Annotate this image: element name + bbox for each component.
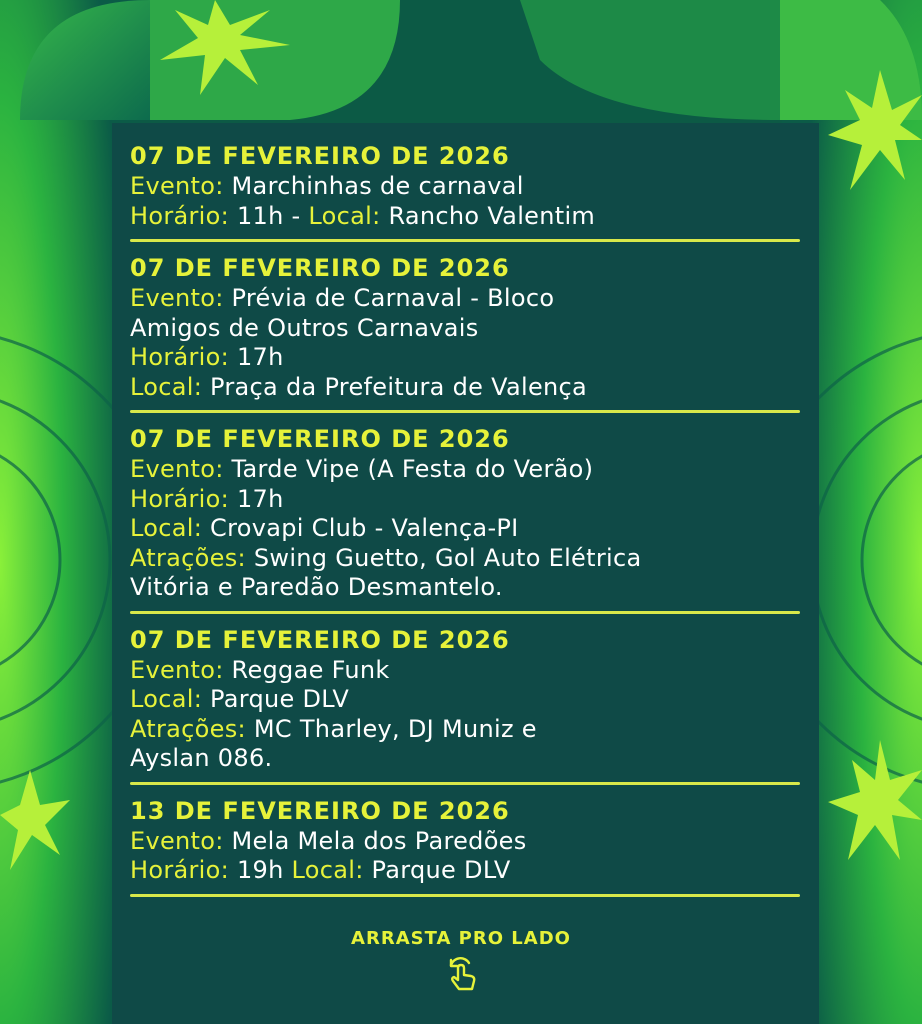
event-block xyxy=(130,624,800,785)
field-value: Ayslan 086. xyxy=(130,744,273,772)
field-value: Prévia de Carnaval - Bloco xyxy=(223,284,555,312)
divider xyxy=(130,410,800,413)
field-label: Evento: xyxy=(130,284,224,312)
event-detail-line xyxy=(130,284,800,314)
field-value: 17h xyxy=(229,484,284,513)
field-label: Atrações: xyxy=(130,714,246,743)
field-value: Tarde Vipe (A Festa do Verão) xyxy=(223,455,594,483)
divider xyxy=(130,239,800,242)
event-block xyxy=(130,252,800,413)
field-value: Mela Mela dos Paredões xyxy=(223,826,527,855)
event-block xyxy=(130,423,800,614)
field-label: Local: xyxy=(130,685,203,713)
field-label: Horário: xyxy=(130,484,230,513)
event-detail-line xyxy=(130,573,800,603)
field-label: Atrações: xyxy=(130,543,246,572)
event-date: 07 DE FEVEREIRO DE 2026 xyxy=(130,425,510,453)
divider xyxy=(130,611,800,614)
divider xyxy=(130,894,800,897)
field-label: Horário: xyxy=(130,343,230,371)
field-value: MC Tharley, DJ Muniz e xyxy=(245,714,537,743)
event-block xyxy=(130,795,800,897)
field-value: 11h - xyxy=(229,201,309,230)
field-value: Swing Guetto, Gol Auto Elétrica xyxy=(245,543,642,572)
swipe-cta-label: ARRASTA PRO LADO xyxy=(351,928,571,949)
field-label: Horário: xyxy=(130,856,230,884)
field-value: 19h xyxy=(229,856,292,884)
event-detail-line xyxy=(130,314,800,344)
field-label: Local: xyxy=(308,201,381,230)
field-label: Horário: xyxy=(130,201,230,230)
event-detail-line xyxy=(130,202,800,232)
divider xyxy=(130,782,800,785)
event-detail-line xyxy=(130,827,800,857)
field-label: Evento: xyxy=(130,826,224,855)
event-date: 13 DE FEVEREIRO DE 2026 xyxy=(130,796,510,825)
field-label: Evento: xyxy=(130,172,224,200)
event-detail-line xyxy=(130,744,800,774)
event-detail-line xyxy=(130,172,800,202)
event-detail-line xyxy=(130,715,800,745)
event-detail-line xyxy=(130,455,800,485)
field-label: Evento: xyxy=(130,455,224,483)
event-date: 07 DE FEVEREIRO DE 2026 xyxy=(130,625,510,654)
field-label: Local: xyxy=(130,372,203,401)
event-detail-line xyxy=(130,485,800,515)
event-detail-line xyxy=(130,685,800,715)
event-detail-line xyxy=(130,343,800,373)
field-value: Vitória e Paredão Desmantelo. xyxy=(130,573,503,601)
field-value: Praça da Prefeitura de Valença xyxy=(202,372,588,401)
field-label: Local: xyxy=(291,856,364,884)
event-date: 07 DE FEVEREIRO DE 2026 xyxy=(130,254,510,282)
event-block xyxy=(130,140,800,242)
event-detail-line xyxy=(130,544,800,574)
field-value: Rancho Valentim xyxy=(380,201,596,230)
event-date: 07 DE FEVEREIRO DE 2026 xyxy=(130,142,510,170)
event-detail-line xyxy=(130,856,800,886)
swipe-hand-icon xyxy=(441,955,483,997)
field-value: Crovapi Club - Valença-PI xyxy=(202,514,519,542)
field-value: Parque DLV xyxy=(363,856,511,884)
field-value: Marchinhas de carnaval xyxy=(223,172,524,200)
event-list xyxy=(130,140,800,907)
field-label: Evento: xyxy=(130,655,224,684)
field-value: 17h xyxy=(229,343,284,371)
event-detail-line xyxy=(130,373,800,403)
event-detail-line xyxy=(130,514,800,544)
field-value: Amigos de Outros Carnavais xyxy=(130,313,479,342)
event-detail-line xyxy=(130,656,800,686)
field-value: Reggae Funk xyxy=(223,655,390,684)
field-label: Local: xyxy=(130,514,203,542)
field-value: Parque DLV xyxy=(202,685,350,713)
